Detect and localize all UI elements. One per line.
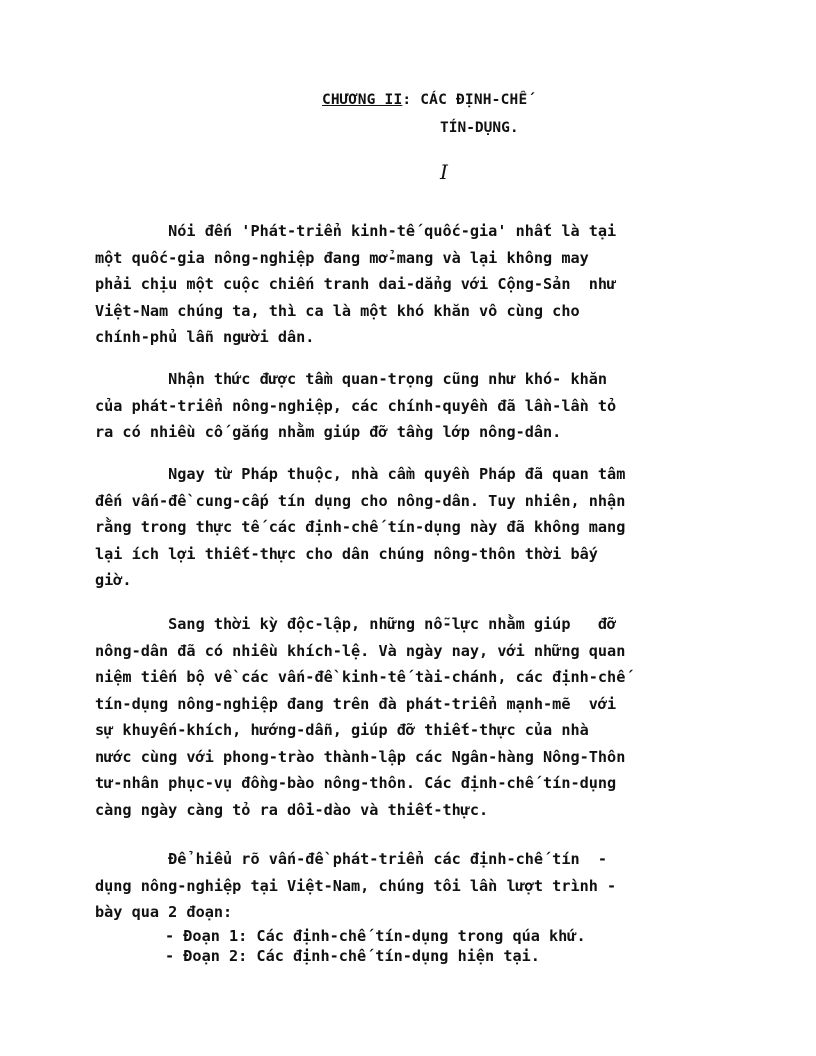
paragraph-2 bbox=[95, 366, 735, 446]
paragraph-line: một quốc-gia nông-nghiệp đang mở-mang và lại không may bbox=[95, 248, 589, 267]
paragraph-4 bbox=[95, 611, 735, 823]
paragraph-line: tín-dụng nông-nghiệp đang trên đà phát-triển mạnh-mẽ với bbox=[95, 694, 617, 713]
list-item: - Đoạn 1: Các định-chế tín-dụng trong qúa khứ. bbox=[165, 927, 586, 945]
paragraph-line: bày qua 2 đoạn: bbox=[95, 903, 233, 921]
paragraph-line: nước cùng với phong-trào thành-lập các Ngân-hàng Nông-Thôn bbox=[95, 747, 626, 766]
paragraph-line: niệm tiến bộ về các vấn-đề kinh-tế tài-chánh, các định-chế bbox=[95, 668, 626, 686]
paragraph-line: Nhận thức được tầm quan-trọng cũng như khó- khăn bbox=[95, 370, 608, 388]
paragraph-line: Để hiểu rõ vấn-đề phát-triển các định-chế tín - bbox=[95, 850, 608, 868]
paragraph-3 bbox=[95, 461, 735, 594]
paragraph-line: nông-dân đã có nhiều khích-lệ. Và ngày nay, với những quan bbox=[95, 641, 626, 660]
paragraph-line: phải chịu một cuộc chiến tranh dai-dẳng với Cộng-Sản như bbox=[95, 275, 617, 293]
paragraph-line: sự khuyến-khích, hướng-dẫn, giúp đỡ thiết-thực của nhà bbox=[95, 721, 589, 739]
paragraph-line: đến vấn-đề cung-cấp tín dụng cho nông-dân. Tuy nhiên, nhận bbox=[95, 491, 626, 510]
paragraph-line: dụng nông-nghiệp tại Việt-Nam, chúng tôi lần lượt trình - bbox=[95, 876, 617, 895]
list-item: - Đoạn 2: Các định-chế tín-dụng hiện tại. bbox=[165, 947, 540, 965]
paragraph-line: Ngay từ Pháp thuộc, nhà cầm quyền Pháp đã quan tâm bbox=[95, 465, 626, 483]
chapter-title-line-1: : CÁC ĐỊNH-CHẾ bbox=[402, 92, 528, 108]
chapter-title-line-2: TÍN-DỤNG. bbox=[440, 120, 519, 136]
paragraph-1 bbox=[95, 218, 735, 351]
chapter-number: CHƯƠNG II bbox=[322, 92, 403, 108]
paragraph-line: giờ. bbox=[95, 571, 132, 589]
paragraph-line: lại ích lợi thiết-thực cho dân chúng nông-thôn thời bấy bbox=[95, 544, 598, 563]
paragraph-line: Việt-Nam chúng ta, thì ca là một khó khăn vô cùng cho bbox=[95, 301, 580, 320]
paragraph-line: Sang thời kỳ độc-lập, những nỗ-lực nhằm giúp đỡ bbox=[95, 615, 617, 633]
paragraph-5 bbox=[95, 846, 735, 926]
chapter-heading bbox=[322, 92, 527, 108]
paragraph-line: Nói đến 'Phát-triển kinh-tế quốc-gia' nhất là tại bbox=[95, 222, 617, 240]
paragraph-line: rằng trong thực tế các định-chế tín-dụng này đã không mang bbox=[95, 518, 626, 536]
paragraph-line: tư-nhân phục-vụ đồng-bào nông-thôn. Các định-chế tín-dụng bbox=[95, 774, 617, 792]
paragraph-line: chính-phủ lẫn người dân. bbox=[95, 328, 315, 346]
section-list bbox=[165, 926, 586, 966]
paragraph-line: của phát-triển nông-nghiệp, các chính-quyền đã lần-lần tỏ bbox=[95, 396, 617, 415]
paragraph-line: càng ngày càng tỏ ra dồi-dào và thiết-thực. bbox=[95, 800, 489, 819]
section-marker: I bbox=[440, 160, 448, 184]
paragraph-line: ra có nhiều cố gắng nhằm giúp đỡ tầng lớp nông-dân. bbox=[95, 423, 562, 441]
